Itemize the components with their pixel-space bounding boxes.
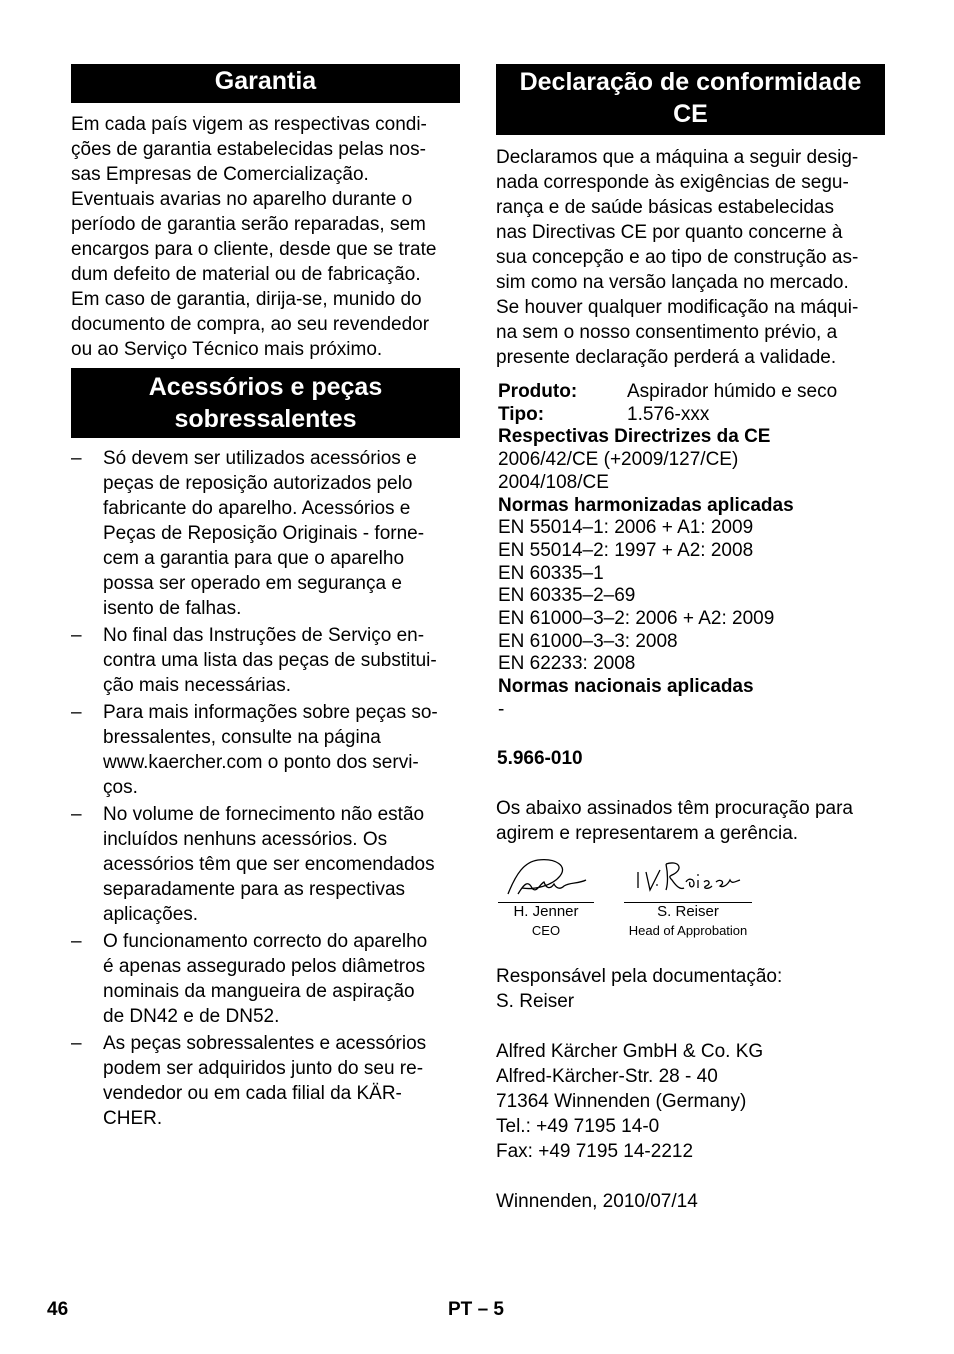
text-line: isento de falhas.: [103, 598, 242, 619]
garantia-paragraph: [71, 112, 460, 362]
text-line: período de garantia serão reparadas, sem: [71, 214, 426, 235]
left-column: [71, 64, 460, 1133]
tipo-row: [496, 404, 885, 427]
text-line: CHER.: [103, 1108, 163, 1129]
text-line: de DN42 e de DN52.: [103, 1006, 280, 1027]
tipo-label: Tipo:: [498, 403, 545, 425]
signature-reiser: [624, 854, 752, 939]
list-item: [71, 623, 460, 698]
signer-role: CEO: [531, 922, 561, 938]
place-date: Winnenden, 2010/07/14: [496, 1190, 698, 1212]
text-line: na sem o nosso consentimento prévio, a: [496, 322, 838, 343]
text-line: sas Empresas de Comercialização.: [71, 164, 369, 185]
text-line: Para mais informações sobre peças so-: [103, 702, 438, 723]
text-line: Os abaixo assinados têm procuração para: [496, 797, 853, 819]
text-line: sua concepção e ao tipo de construção as-: [496, 247, 859, 268]
dash-bullet: –: [71, 702, 82, 723]
text-line: agirem e representarem a gerência.: [496, 822, 799, 844]
list-item: [71, 1031, 460, 1131]
signer-name: S. Reiser: [657, 902, 719, 920]
handwritten-signature-icon: [498, 854, 594, 902]
text-line: Em caso de garantia, dirija-se, munido do: [71, 289, 422, 310]
text-line: Só devem ser utilizados acessórios e: [103, 448, 417, 469]
text-line: ços.: [103, 777, 138, 798]
dash-bullet: –: [71, 448, 82, 469]
text-line: As peças sobressalentes e acessórios: [103, 1033, 427, 1054]
acessorios-heading: [71, 368, 460, 438]
text-line: separadamente para as respectivas: [103, 879, 406, 900]
directrizes-label: Respectivas Directrizes da CE: [498, 426, 771, 448]
dash-bullet: –: [71, 625, 82, 646]
signer-role: Head of Approbation: [628, 922, 748, 938]
text-line: vendedor ou em cada filial da KÄR-: [103, 1083, 402, 1104]
text-line: www.kaercher.com o ponto dos servi-: [103, 752, 419, 773]
text-line: aplicações.: [103, 904, 199, 925]
norma-item: EN 60335–1: [498, 562, 604, 584]
directriz-item: 2006/42/CE (+2009/127/CE): [498, 449, 739, 471]
text-line: acessórios têm que ser encomendados: [103, 854, 435, 875]
text-line: ção mais necessárias.: [103, 675, 291, 696]
norma-item: EN 61000–3–3: 2008: [498, 630, 678, 652]
list-item: [71, 929, 460, 1029]
text-line: Em cada país vigem as respectivas condi-: [71, 114, 427, 135]
text-line: Declaramos que a máquina a seguir desig-: [496, 147, 859, 168]
signer-name: H. Jenner: [513, 902, 579, 920]
norma-item: EN 61000–3–2: 2006 + A2: 2009: [498, 608, 775, 630]
list-item: [71, 700, 460, 800]
text-line: nominais da mangueira de aspiração: [103, 981, 415, 1002]
list-item: [71, 446, 460, 621]
text-line: No volume de fornecimento não estão: [103, 804, 425, 825]
dash-bullet: –: [71, 804, 82, 825]
norma-item: EN 55014–1: 2006 + A1: 2009: [498, 517, 754, 539]
declaracao-paragraph: [496, 145, 885, 370]
tipo-value: 1.576-xxx: [627, 403, 710, 425]
produto-value: Aspirador húmido e seco: [627, 381, 838, 402]
part-number: 5.966-010: [497, 747, 583, 769]
norma-item: EN 60335–2–69: [498, 585, 636, 607]
acessorios-heading-line1: Acessórios e peças: [148, 373, 383, 401]
responsavel-paragraph: [496, 964, 885, 1014]
directriz-item: 2004/108/CE: [498, 471, 609, 493]
text-line: O funcionamento correcto do aparelho: [103, 931, 428, 952]
text-line: S. Reiser: [496, 990, 575, 1012]
text-line: nas Directivas CE por quanto concerne à: [496, 222, 843, 243]
text-line: bressalentes, consulte na página: [103, 727, 381, 748]
text-line: documento de compra, ao seu revendedor: [71, 314, 430, 335]
normas-nacionais-label: Normas nacionais aplicadas: [498, 676, 754, 698]
text-line: rança e de saúde básicas estabelecidas: [496, 197, 835, 218]
text-line: presente declaração perderá a validade.: [496, 347, 837, 368]
text-line: cem a garantia para que o aparelho: [103, 548, 405, 569]
text-line: incluídos nenhuns acessórios. Os: [103, 829, 388, 850]
declaracao-heading-line1: Declaração de conformidade: [519, 68, 862, 96]
text-line: Fax: +49 7195 14-2212: [496, 1140, 694, 1162]
text-line: Alfred-Kärcher-Str. 28 - 40: [496, 1065, 718, 1087]
normas-harmonizadas-label: Normas harmonizadas aplicadas: [498, 494, 794, 516]
produto-label: Produto:: [498, 381, 578, 402]
text-line: peças de reposição autorizados pelo: [103, 473, 413, 494]
produto-row: [496, 381, 885, 404]
text-line: Tel.: +49 7195 14-0: [496, 1115, 660, 1137]
norma-item: EN 55014–2: 1997 + A2: 2008: [498, 539, 754, 561]
signature-jenner: [498, 854, 594, 939]
text-line: Eventuais avarias no aparelho durante o: [71, 189, 413, 210]
text-line: No final das Instruções de Serviço en-: [103, 625, 425, 646]
text-line: fabricante do aparelho. Acessórios e: [103, 498, 411, 519]
text-line: Se houver qualquer modificação na máqui-: [496, 297, 859, 318]
acessorios-list: [71, 446, 460, 1131]
text-line: 71364 Winnenden (Germany): [496, 1090, 747, 1112]
declaracao-heading-line2: CE: [673, 100, 708, 128]
text-line: Responsável pela documentação:: [496, 965, 783, 987]
acessorios-heading-line2: sobressalentes: [174, 405, 357, 433]
text-line: Alfred Kärcher GmbH & Co. KG: [496, 1040, 764, 1062]
text-line: Peças de Reposição Originais - forne-: [103, 523, 425, 544]
section-label: PT: [448, 1299, 473, 1320]
list-item: [71, 802, 460, 927]
section-page-label: [448, 1297, 504, 1322]
text-line: possa ser operado em segurança e: [103, 573, 402, 594]
text-line: encargos para o cliente, desde que se trate: [71, 239, 437, 260]
address-block: [496, 1039, 885, 1164]
text-line: sim como na versão lançada no mercado.: [496, 272, 849, 293]
text-line: podem ser adquiridos junto do seu re-: [103, 1058, 424, 1079]
text-line: nada corresponde às exigências de segu-: [496, 172, 849, 193]
text-line: ou ao Serviço Técnico mais próximo.: [71, 339, 383, 360]
declaracao-heading: [496, 64, 885, 135]
garantia-heading: Garantia: [71, 64, 460, 103]
normas-nacionais-value: -: [498, 698, 505, 720]
text-line: dum defeito de material ou de fabricação.: [71, 264, 421, 285]
page-number: 46: [47, 1299, 69, 1320]
text-line: é apenas assegurado pelos diâmetros: [103, 956, 426, 977]
section-dash: –: [477, 1299, 489, 1320]
right-column: [496, 64, 885, 1214]
signers-paragraph: [496, 796, 885, 846]
text-line: contra uma lista das peças de substitui-: [103, 650, 437, 671]
norma-item: EN 62233: 2008: [498, 653, 636, 675]
dash-bullet: –: [71, 1033, 82, 1054]
text-line: ções de garantia estabelecidas pelas nos-: [71, 139, 426, 160]
handwritten-signature-icon: [624, 854, 752, 902]
specs-block: [496, 381, 885, 722]
dash-bullet: –: [71, 931, 82, 952]
signatures-block: [496, 854, 885, 964]
section-page: 5: [493, 1299, 504, 1320]
